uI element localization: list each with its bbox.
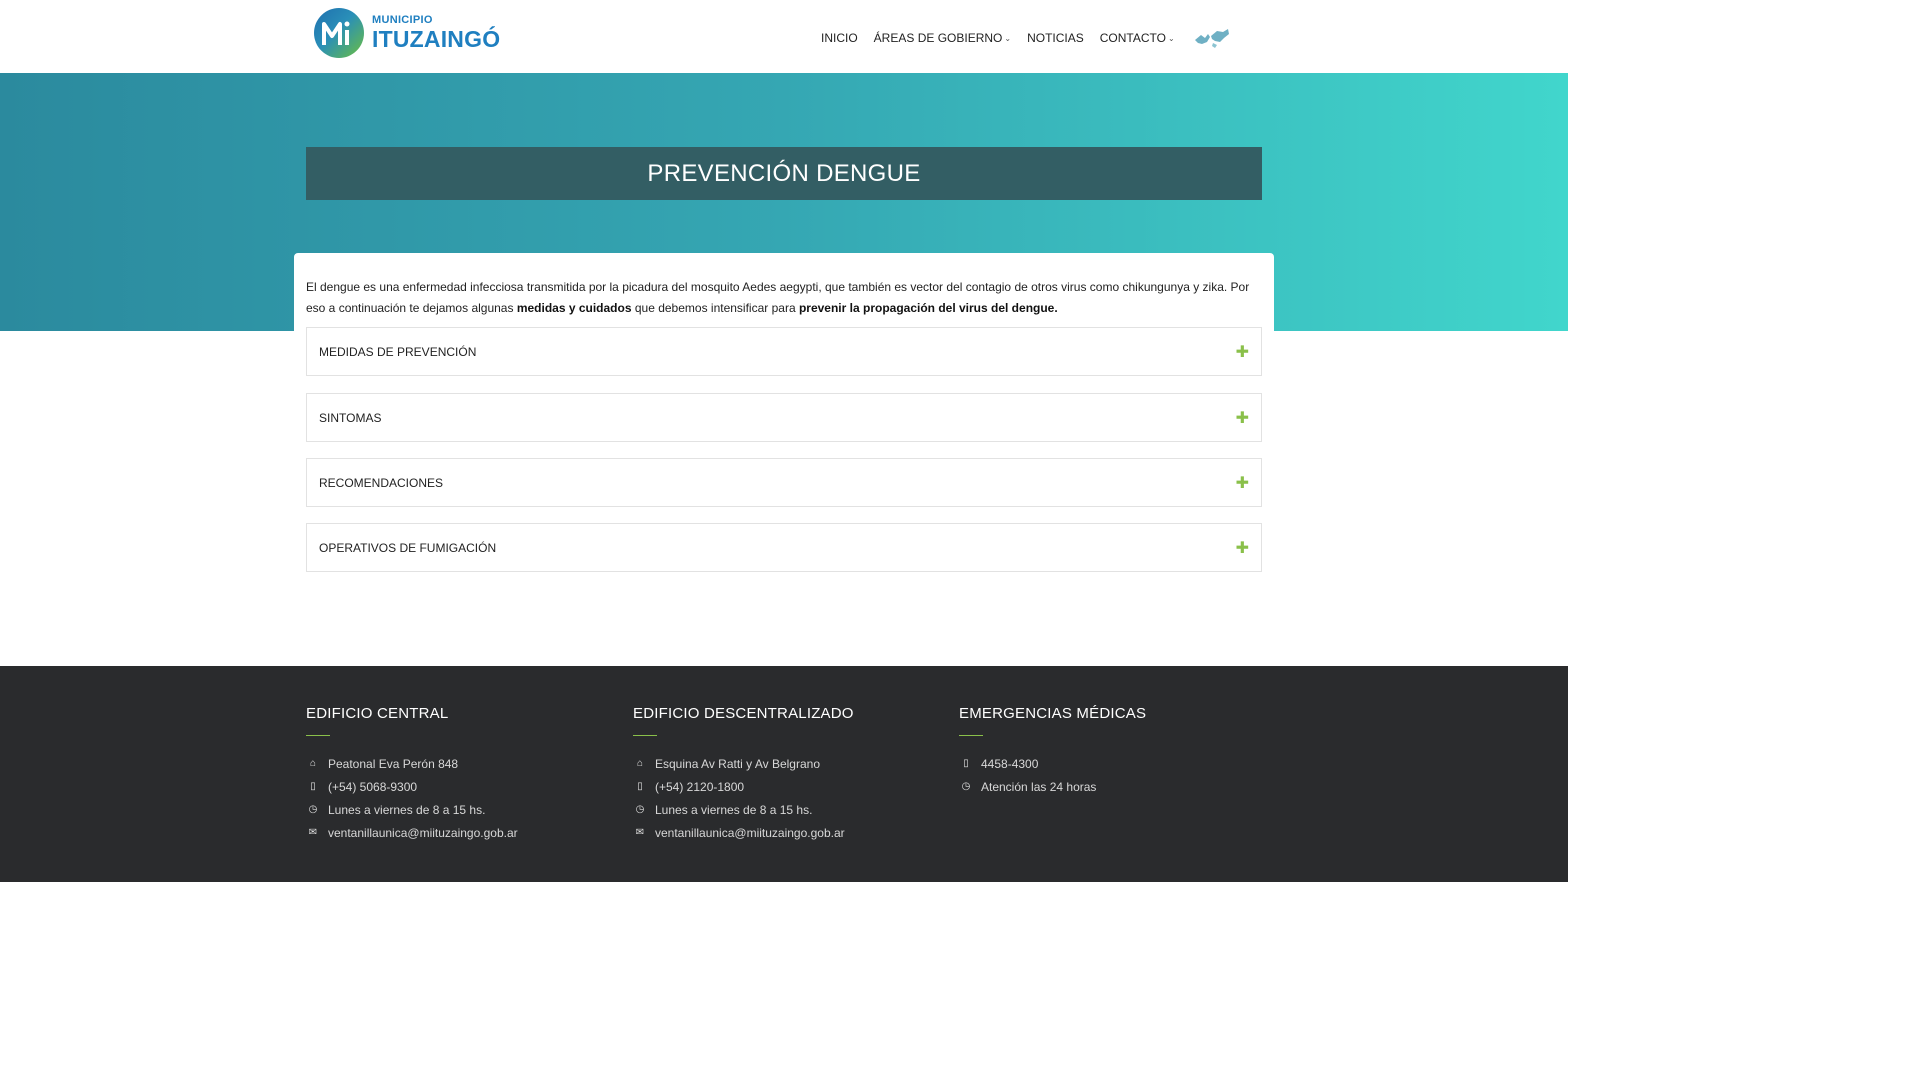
logo-subtitle: MUNICIPIO bbox=[372, 14, 433, 26]
page-title: PREVENCIÓN DENGUE bbox=[647, 159, 921, 187]
nav-contacto[interactable] bbox=[1100, 31, 1175, 45]
footer-row-text[interactable]: ventanillaunica@miituzaingo.gob.ar bbox=[328, 825, 518, 840]
chevron-down-icon: ⌄ bbox=[1167, 33, 1175, 43]
footer-col-title: EDIFICIO CENTRAL bbox=[306, 705, 449, 722]
intro-bold-2: prevenir la propagación del virus del dengue. bbox=[798, 301, 1058, 315]
malvinas-islands-icon bbox=[1193, 26, 1231, 50]
clock-icon: ◷ bbox=[308, 804, 318, 815]
footer-row-text: Atención las 24 horas bbox=[981, 779, 1097, 794]
page-title-bar bbox=[306, 147, 1262, 200]
footer-email[interactable] bbox=[633, 821, 933, 844]
footer-phone bbox=[306, 775, 606, 798]
footer-row-text: Lunes a viernes de 8 a 15 hs. bbox=[328, 802, 486, 817]
nav-label: ÁREAS DE GOBIERNO bbox=[873, 31, 1003, 45]
footer-col-emergencias-medicas bbox=[959, 705, 1259, 798]
chevron-down-icon: ⌄ bbox=[1004, 33, 1012, 43]
footer-row-text[interactable]: ventanillaunica@miituzaingo.gob.ar bbox=[655, 825, 845, 840]
nav-label: INICIO bbox=[821, 31, 858, 45]
nav-label: CONTACTO bbox=[1099, 31, 1166, 45]
accordion-operativos-de-fumigacion[interactable] bbox=[306, 523, 1262, 572]
plus-icon[interactable]: ✚ bbox=[1235, 539, 1249, 557]
logo-title: ITUZAINGÓ bbox=[372, 26, 501, 52]
accordion-label: MEDIDAS DE PREVENCIÓN bbox=[319, 344, 477, 359]
footer-hours bbox=[306, 798, 606, 821]
footer-col-edificio-descentralizado bbox=[633, 705, 933, 844]
intro-text-1: El dengue es una enfermedad infecciosa transmitida por la picadura del mosquito Aedes aegypti, que también es vector del contagio de otros virus como chikungunya y zika. Por eso a continuación te dejamos algunas bbox=[306, 280, 1250, 315]
nav-areas-de-gobierno[interactable] bbox=[874, 31, 1011, 45]
footer-hours bbox=[959, 775, 1259, 798]
envelope-icon: ✉ bbox=[308, 827, 318, 838]
nav-inicio[interactable] bbox=[821, 31, 858, 45]
footer-col-edificio-central bbox=[306, 705, 606, 844]
footer-phone bbox=[959, 752, 1259, 775]
mobile-icon: ▯ bbox=[963, 758, 969, 769]
main-nav bbox=[821, 26, 1231, 50]
footer-row-text: Peatonal Eva Perón 848 bbox=[328, 756, 459, 771]
intro-text-2: que debemos intensificar para bbox=[631, 301, 799, 315]
footer-email[interactable] bbox=[306, 821, 606, 844]
accordion-label: OPERATIVOS DE FUMIGACIÓN bbox=[319, 540, 497, 555]
footer-row-text: Lunes a viernes de 8 a 15 hs. bbox=[655, 802, 813, 817]
mobile-icon: ▯ bbox=[310, 781, 316, 792]
envelope-icon: ✉ bbox=[635, 827, 645, 838]
footer-row-text: (+54) 5068-9300 bbox=[328, 779, 418, 794]
nav-noticias[interactable] bbox=[1027, 31, 1084, 45]
footer-phone bbox=[633, 775, 933, 798]
footer-col-title: EMERGENCIAS MÉDICAS bbox=[959, 705, 1147, 722]
footer-hours bbox=[633, 798, 933, 821]
footer-col-title: EDIFICIO DESCENTRALIZADO bbox=[633, 705, 854, 722]
accordion-label: SINTOMAS bbox=[319, 410, 382, 425]
plus-icon[interactable]: ✚ bbox=[1235, 474, 1249, 492]
intro-bold-1: medidas y cuidados bbox=[516, 301, 632, 315]
title-underline bbox=[633, 735, 657, 736]
accordion-recomendaciones[interactable] bbox=[306, 458, 1262, 507]
title-underline bbox=[306, 735, 330, 736]
clock-icon: ◷ bbox=[961, 781, 971, 792]
mobile-icon: ▯ bbox=[637, 781, 643, 792]
accordion-medidas-de-prevencion[interactable] bbox=[306, 327, 1262, 376]
footer-row-text: Esquina Av Ratti y Av Belgrano bbox=[655, 756, 820, 771]
clock-icon: ◷ bbox=[635, 804, 645, 815]
footer-row-text: (+54) 2120-1800 bbox=[655, 779, 745, 794]
title-underline bbox=[959, 735, 983, 736]
home-icon: ⌂ bbox=[309, 758, 317, 769]
intro-paragraph bbox=[306, 277, 1262, 319]
nav-label: NOTICIAS bbox=[1027, 31, 1084, 45]
footer-address bbox=[633, 752, 933, 775]
accordion-label: RECOMENDACIONES bbox=[319, 475, 444, 490]
site-logo[interactable] bbox=[314, 8, 500, 58]
footer-row-text: 4458-4300 bbox=[981, 756, 1039, 771]
plus-icon[interactable]: ✚ bbox=[1235, 409, 1249, 427]
accordion-sintomas[interactable] bbox=[306, 393, 1262, 442]
plus-icon[interactable]: ✚ bbox=[1235, 343, 1249, 361]
footer-address bbox=[306, 752, 606, 775]
site-header bbox=[0, 0, 1568, 73]
home-icon: ⌂ bbox=[636, 758, 644, 769]
logo-mark-icon bbox=[314, 8, 364, 58]
